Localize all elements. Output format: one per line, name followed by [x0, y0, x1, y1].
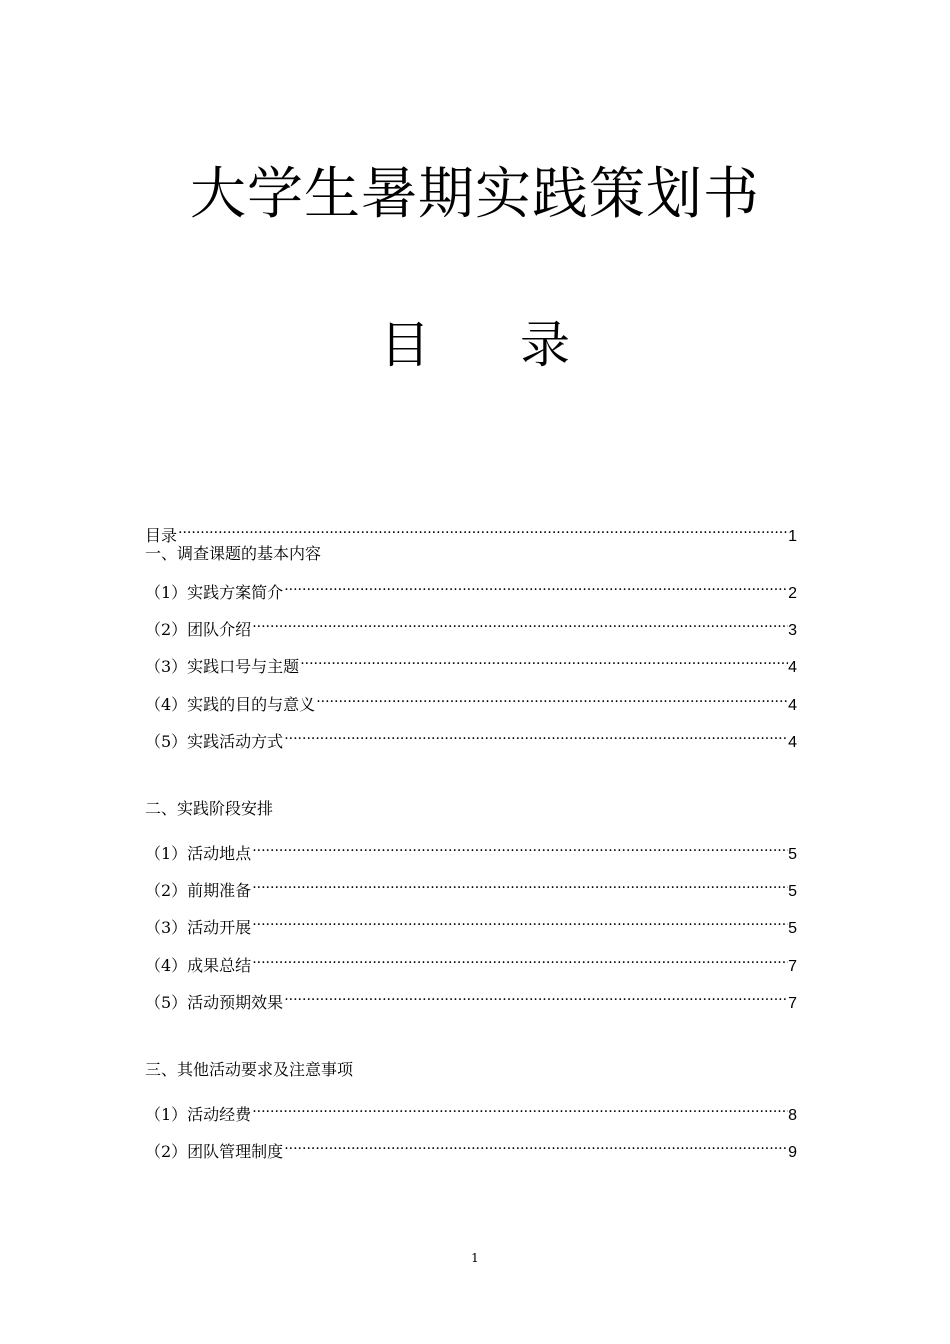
toc-section-3-heading[interactable]: 三、其他活动要求及注意事项: [145, 1060, 354, 1079]
toc-entry[interactable]: [145, 907, 797, 937]
toc-entry[interactable]: [145, 646, 797, 676]
toc-entry[interactable]: [145, 945, 797, 975]
dot-leader: [283, 721, 788, 747]
toc-entry-page: 4: [788, 659, 797, 676]
dot-leader: [251, 833, 788, 859]
toc-entry-page: 8: [788, 1107, 797, 1124]
toc-entry-page: 7: [788, 958, 797, 975]
document-title: 大学生暑期实践策划书: [190, 162, 760, 227]
dot-leader: [315, 684, 788, 710]
toc-entry-label: （5）实践活动方式: [145, 732, 284, 751]
toc-entry-label: （2）前期准备: [145, 881, 252, 900]
dot-leader: [251, 609, 788, 635]
toc-heading: [0, 310, 950, 380]
toc-entry-label: （1）活动经费: [145, 1105, 252, 1124]
dot-leader: [251, 870, 788, 896]
toc-entry[interactable]: [145, 1094, 797, 1124]
toc-entry-page: 4: [788, 697, 797, 714]
toc-entry-page: 2: [788, 585, 797, 602]
toc-entry[interactable]: [145, 982, 797, 1012]
toc-heading-char-2: 录: [520, 316, 570, 374]
toc-entry[interactable]: [145, 833, 797, 863]
toc-entry-label: 目录: [145, 526, 178, 545]
toc-entry-label: （1）活动地点: [145, 844, 252, 863]
toc-entry-label: （3）实践口号与主题: [145, 657, 300, 676]
toc-entry-page: 3: [788, 622, 797, 639]
dot-leader: [251, 907, 788, 933]
toc-entry[interactable]: [145, 572, 797, 602]
toc-entry-label: （2）团队管理制度: [145, 1142, 284, 1161]
toc-entry-page: 4: [788, 734, 797, 751]
dot-leader: [251, 1094, 788, 1120]
toc-entry[interactable]: [145, 684, 797, 714]
toc-entry[interactable]: [145, 609, 797, 639]
toc-entry[interactable]: [145, 721, 797, 751]
toc-entry-page: 5: [788, 846, 797, 863]
dot-leader: [177, 515, 788, 541]
toc-entry[interactable]: [145, 1131, 797, 1161]
page-number: 1: [471, 1251, 479, 1265]
toc-section-2-heading[interactable]: 二、实践阶段安排: [145, 799, 274, 818]
toc-entry-label: （1）实践方案简介: [145, 583, 284, 602]
toc-entry-label: （4）成果总结: [145, 956, 252, 975]
toc-entry-label: （3）活动开展: [145, 918, 252, 937]
toc-entry[interactable]: [145, 870, 797, 900]
toc-entry-label: （2）团队介绍: [145, 620, 252, 639]
toc-entry-label: （4）实践的目的与意义: [145, 695, 316, 714]
toc-entry-page: 9: [788, 1144, 797, 1161]
toc-entry-page: 1: [788, 528, 797, 545]
toc-entry-page: 7: [788, 995, 797, 1012]
dot-leader: [299, 646, 788, 672]
toc-entry-label: （5）活动预期效果: [145, 993, 284, 1012]
toc-entry-contents[interactable]: [145, 515, 797, 545]
toc-entry-page: 5: [788, 920, 797, 937]
dot-leader: [283, 572, 788, 598]
toc-entry-page: 5: [788, 883, 797, 900]
dot-leader: [283, 982, 788, 1008]
toc-heading-char-1: 目: [380, 316, 430, 374]
dot-leader: [283, 1131, 788, 1157]
toc-section-1-heading[interactable]: 一、调查课题的基本内容: [145, 544, 322, 563]
dot-leader: [251, 945, 788, 971]
